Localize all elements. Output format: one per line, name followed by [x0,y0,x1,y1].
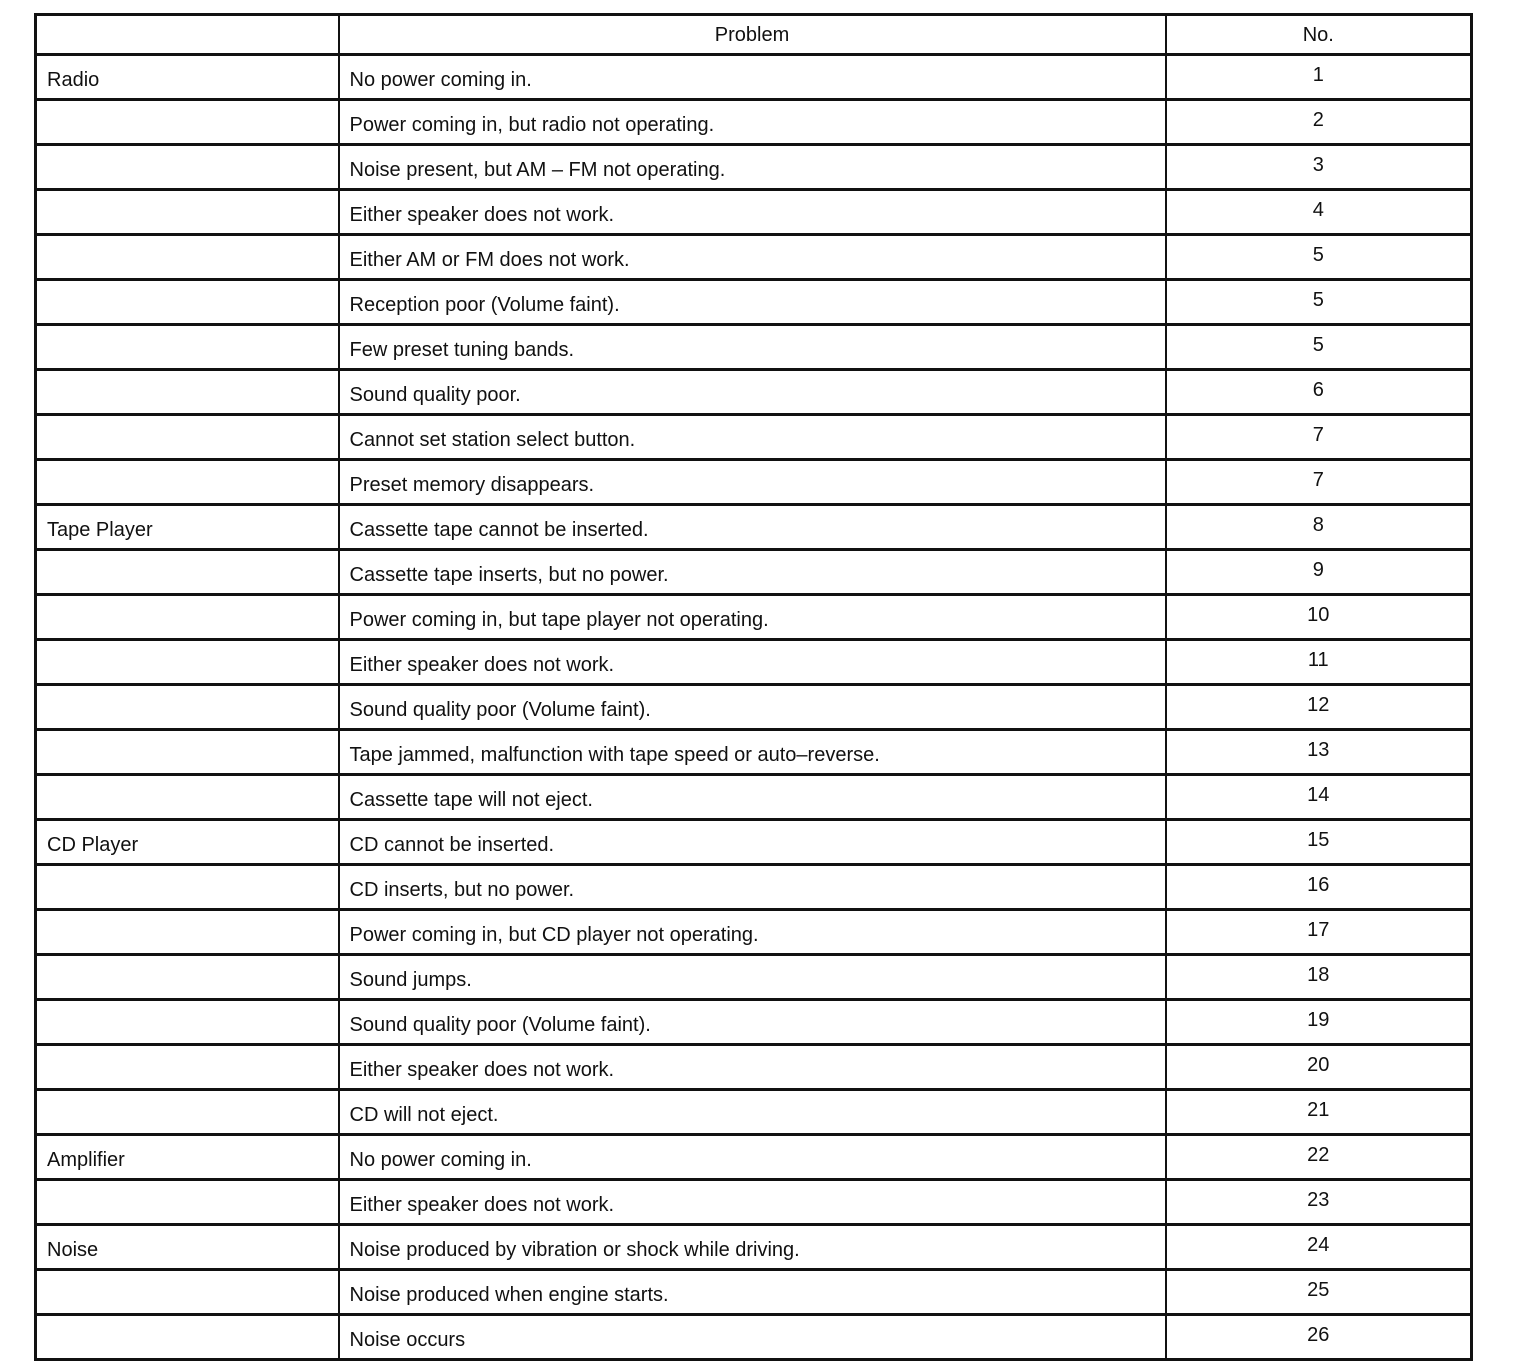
header-system [36,15,339,55]
system-cell: Amplifier [36,1135,339,1180]
number-cell: 19 [1166,1000,1472,1045]
table-row [36,820,1472,865]
number-cell: 3 [1166,145,1472,190]
system-cell: CD Player [36,820,339,865]
table-row [36,415,1472,460]
system-cell [36,325,339,370]
table-row [36,550,1472,595]
table-header [36,15,1472,55]
number-cell: 25 [1166,1270,1472,1315]
number-cell: 5 [1166,235,1472,280]
problem-cell: Power coming in, but tape player not operating. [339,595,1166,640]
problem-cell: Sound quality poor. [339,370,1166,415]
problem-cell: Reception poor (Volume faint). [339,280,1166,325]
system-cell [36,370,339,415]
number-cell: 5 [1166,325,1472,370]
system-cell [36,775,339,820]
table-row [36,775,1472,820]
table-row [36,190,1472,235]
problem-cell: Tape jammed, malfunction with tape speed or auto–reverse. [339,730,1166,775]
number-cell: 7 [1166,460,1472,505]
number-cell: 5 [1166,280,1472,325]
system-cell [36,1045,339,1090]
system-cell [36,1090,339,1135]
number-cell: 9 [1166,550,1472,595]
header-no: No. [1166,15,1472,55]
problem-cell: Cannot set station select button. [339,415,1166,460]
number-cell: 16 [1166,865,1472,910]
number-cell: 6 [1166,370,1472,415]
problem-cell: Either speaker does not work. [339,1180,1166,1225]
number-cell: 17 [1166,910,1472,955]
system-cell [36,1270,339,1315]
problem-cell: CD will not eject. [339,1090,1166,1135]
table-row [36,595,1472,640]
number-cell: 4 [1166,190,1472,235]
system-cell [36,550,339,595]
problem-cell: Sound jumps. [339,955,1166,1000]
problem-cell: Either speaker does not work. [339,190,1166,235]
problem-cell: Sound quality poor (Volume faint). [339,1000,1166,1045]
table-row [36,1045,1472,1090]
system-cell [36,145,339,190]
problem-cell: CD inserts, but no power. [339,865,1166,910]
system-cell: Radio [36,55,339,100]
system-cell [36,640,339,685]
table-body [36,55,1472,1360]
table-row [36,505,1472,550]
system-cell [36,1180,339,1225]
system-cell [36,100,339,145]
problem-cell: Noise present, but AM – FM not operating. [339,145,1166,190]
table-row [36,370,1472,415]
number-cell: 23 [1166,1180,1472,1225]
system-cell [36,190,339,235]
number-cell: 15 [1166,820,1472,865]
table-row [36,145,1472,190]
problem-cell: No power coming in. [339,1135,1166,1180]
table-row [36,1180,1472,1225]
problem-cell: Noise produced when engine starts. [339,1270,1166,1315]
problem-cell: Noise produced by vibration or shock while driving. [339,1225,1166,1270]
header-row [36,15,1472,55]
table-row [36,460,1472,505]
table-row [36,1000,1472,1045]
system-cell [36,460,339,505]
system-cell [36,865,339,910]
number-cell: 20 [1166,1045,1472,1090]
table-row [36,280,1472,325]
table-row [36,1270,1472,1315]
system-cell [36,955,339,1000]
table-row [36,1315,1472,1360]
problem-cell: No power coming in. [339,55,1166,100]
number-cell: 13 [1166,730,1472,775]
table-row [36,730,1472,775]
problem-cell: Cassette tape inserts, but no power. [339,550,1166,595]
table-row [36,1225,1472,1270]
table-row [36,325,1472,370]
number-cell: 26 [1166,1315,1472,1360]
system-cell [36,415,339,460]
system-cell [36,1315,339,1360]
table-row [36,685,1472,730]
troubleshooting-table [34,13,1473,1361]
number-cell: 18 [1166,955,1472,1000]
problem-cell: Either speaker does not work. [339,640,1166,685]
header-problem: Problem [339,15,1166,55]
number-cell: 1 [1166,55,1472,100]
number-cell: 11 [1166,640,1472,685]
number-cell: 12 [1166,685,1472,730]
problem-cell: CD cannot be inserted. [339,820,1166,865]
problem-cell: Preset memory disappears. [339,460,1166,505]
problem-cell: Either speaker does not work. [339,1045,1166,1090]
problem-cell: Power coming in, but CD player not operating. [339,910,1166,955]
number-cell: 24 [1166,1225,1472,1270]
problem-cell: Noise occurs [339,1315,1166,1360]
table-row [36,865,1472,910]
number-cell: 2 [1166,100,1472,145]
table-row [36,100,1472,145]
number-cell: 7 [1166,415,1472,460]
system-cell [36,685,339,730]
number-cell: 22 [1166,1135,1472,1180]
system-cell [36,595,339,640]
system-cell: Noise [36,1225,339,1270]
system-cell [36,235,339,280]
table-row [36,910,1472,955]
problem-cell: Cassette tape will not eject. [339,775,1166,820]
problem-cell: Few preset tuning bands. [339,325,1166,370]
table-row [36,640,1472,685]
number-cell: 21 [1166,1090,1472,1135]
table-row [36,1090,1472,1135]
table-row [36,235,1472,280]
table-row [36,1135,1472,1180]
number-cell: 10 [1166,595,1472,640]
system-cell [36,910,339,955]
problem-cell: Either AM or FM does not work. [339,235,1166,280]
problem-cell: Sound quality poor (Volume faint). [339,685,1166,730]
problem-cell: Cassette tape cannot be inserted. [339,505,1166,550]
system-cell [36,730,339,775]
number-cell: 14 [1166,775,1472,820]
table-row [36,55,1472,100]
system-cell [36,280,339,325]
table-row [36,955,1472,1000]
system-cell: Tape Player [36,505,339,550]
system-cell [36,1000,339,1045]
problem-cell: Power coming in, but radio not operating. [339,100,1166,145]
number-cell: 8 [1166,505,1472,550]
